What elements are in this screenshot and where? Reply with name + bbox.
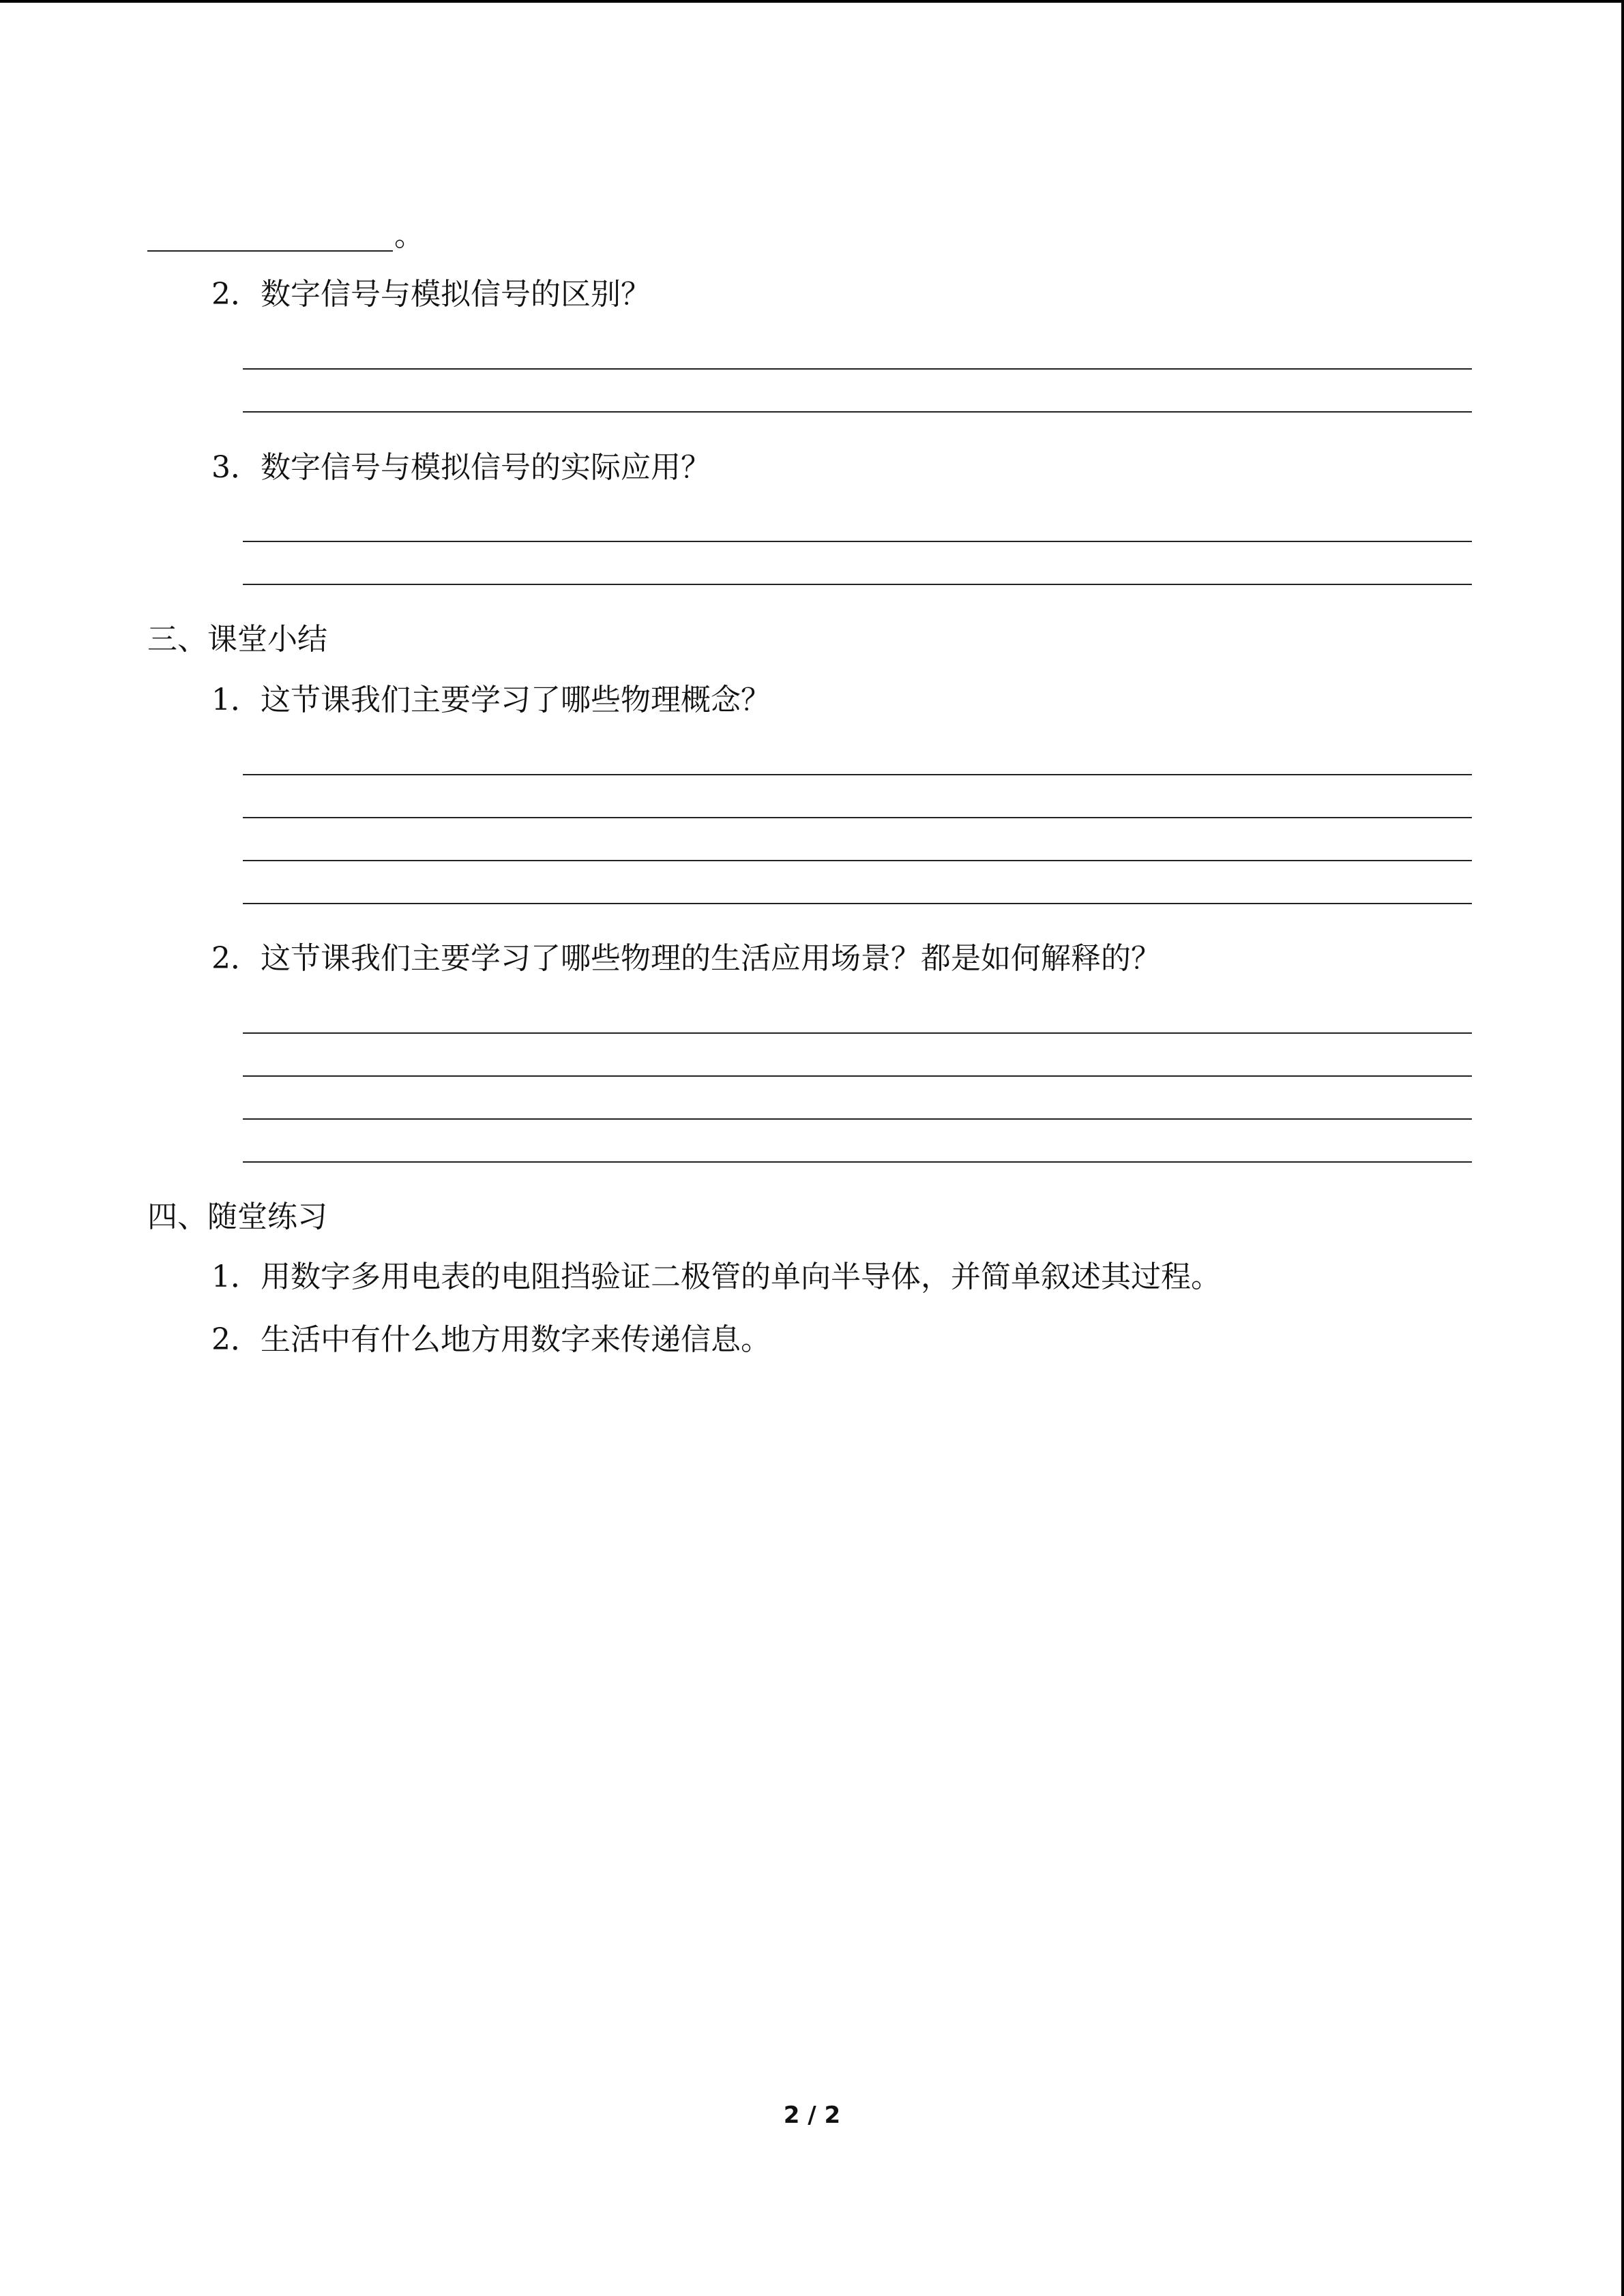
question-signal-application: 3．数字信号与模拟信号的实际应用？ (211, 450, 711, 485)
answer-line[interactable] (243, 1032, 1472, 1034)
answer-line[interactable] (243, 860, 1472, 861)
fill-blank-line (147, 250, 393, 252)
page-top-border (0, 0, 1624, 3)
answer-line[interactable] (243, 541, 1472, 542)
section-heading-practice: 四、随堂练习 (147, 1199, 327, 1234)
question-life-applications: 2．这节课我们主要学习了哪些物理的生活应用场景？都是如何解释的？ (211, 941, 1161, 976)
answer-line[interactable] (243, 368, 1472, 370)
practice-item-digital-info: 2．生活中有什么地方用数字来传递信息。 (211, 1322, 771, 1357)
answer-line[interactable] (243, 1118, 1472, 1120)
answer-line[interactable] (243, 903, 1472, 904)
answer-line[interactable] (243, 1075, 1472, 1077)
answer-line[interactable] (243, 817, 1472, 818)
question-signal-difference: 2．数字信号与模拟信号的区别？ (211, 277, 651, 312)
answer-line[interactable] (243, 774, 1472, 775)
answer-line[interactable] (243, 584, 1472, 585)
answer-line[interactable] (243, 411, 1472, 413)
practice-item-diode: 1．用数字多用电表的电阻挡验证二极管的单向半导体，并简单叙述其过程。 (211, 1259, 1221, 1294)
fragment-end-mark: 。 (394, 218, 424, 253)
answer-line[interactable] (243, 1161, 1472, 1163)
question-concepts: 1．这节课我们主要学习了哪些物理概念？ (211, 683, 771, 717)
page-number: 2 / 2 (783, 2102, 841, 2129)
section-heading-summary: 三、课堂小结 (147, 622, 327, 657)
page-right-border (1621, 0, 1624, 2296)
